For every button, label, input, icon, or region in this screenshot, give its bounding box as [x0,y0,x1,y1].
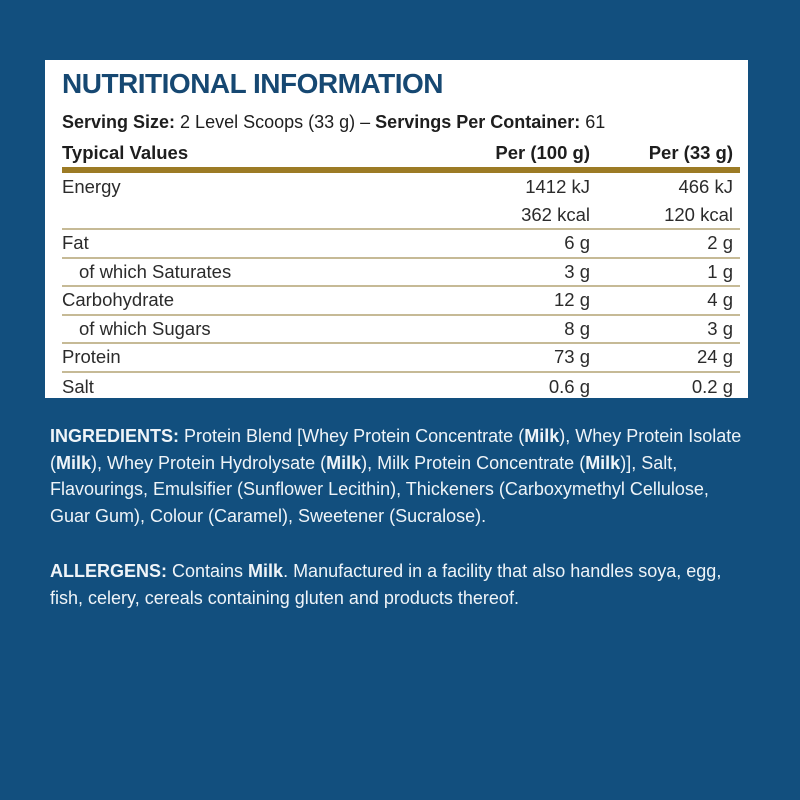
row-value-per-100g: 3 g [564,260,590,282]
row-value-per-33g: 4 g [707,289,733,311]
table-row [62,316,740,345]
row-value-per-33g: 24 g [696,346,733,368]
row-value-per-100g: 1412 kJ [525,176,590,198]
row-label: of which Sugars [79,317,211,339]
row-value-per-100g: 8 g [564,317,590,339]
row-value-per-100g: 362 kcal [521,203,590,225]
serving-info-line: Serving Size: 2 Level Scoops (33 g) – Servings Per Container: 61 [62,112,606,132]
nutrition-panel [45,60,748,398]
row-value-per-33g: 2 g [707,232,733,254]
row-value-per-33g: 1 g [707,260,733,282]
table-header-per-33g: Per (33 g) [648,142,733,163]
table-row [62,230,740,259]
row-value-per-33g: 466 kJ [678,176,733,198]
table-row [62,259,740,288]
row-value-per-100g: 73 g [553,346,590,368]
table-row [62,373,740,402]
row-label: Energy [62,176,121,198]
row-value-per-33g: 120 kcal [664,203,733,225]
table-header-typical-values: Typical Values [62,142,189,163]
table-header-row [62,142,740,164]
table-row [62,173,740,202]
row-label: Salt [62,375,94,397]
table-header-per-100g: Per (100 g) [495,142,590,163]
row-value-per-100g: 12 g [553,289,590,311]
panel-title: NUTRITIONAL INFORMATION [62,68,443,99]
row-label: Fat [62,232,89,254]
row-value-per-100g: 6 g [564,232,590,254]
ingredients-text: INGREDIENTS: Protein Blend [Whey Protein Concentrate (Milk), Whey Protein Isolate (Milk), Whey Protein Hydrolysate (Milk), Milk Protein Concentrate (Milk)], Salt, Flavourings, Emulsifier (Sunflower Lecithin), Thickeners (Carboxymethyl Cellulose, Guar Gum), Colour (Caramel), Sweetener (Sucralose). [50,426,742,526]
row-label: Carbohydrate [62,289,175,311]
allergens-text: ALLERGENS: Contains Milk. Manufactured in a facility that also handles soya, egg, fish, celery, cereals containing gluten and products thereof. [50,561,722,608]
row-label: of which Saturates [79,260,232,282]
row-value-per-100g: 0.6 g [548,375,590,397]
table-row [62,287,740,316]
table-row [62,202,740,231]
row-value-per-33g: 0.2 g [691,375,733,397]
row-value-per-33g: 3 g [707,317,733,339]
table-row [62,344,740,373]
row-label: Protein [62,346,121,368]
nutrition-table-body [62,173,740,401]
